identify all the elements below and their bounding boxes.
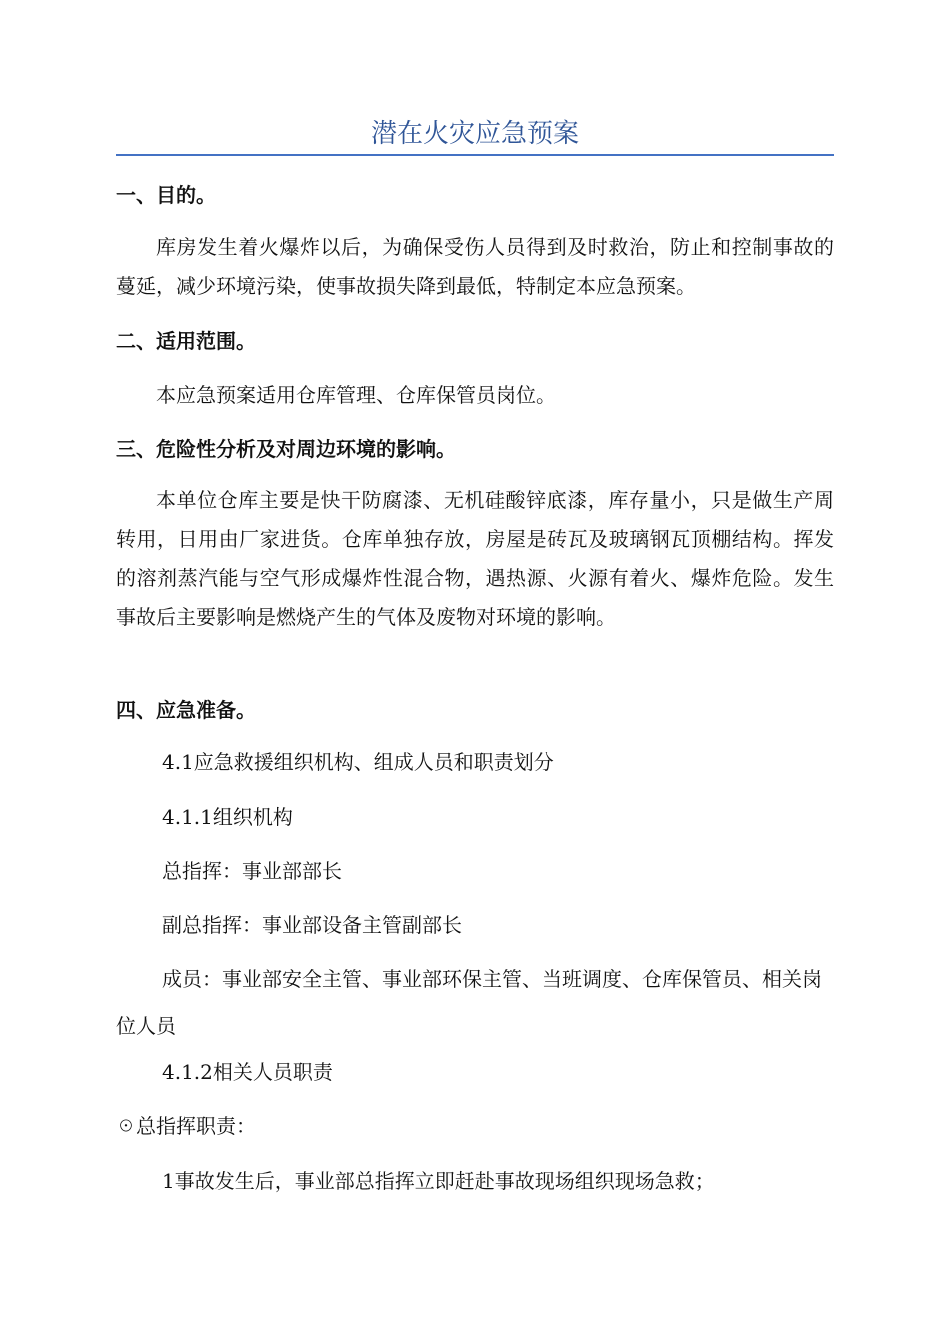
paragraph-hazard-analysis: 本单位仓库主要是快干防腐漆、无机硅酸锌底漆，库存量小，只是做生产周转用，日用由厂家进货。仓库单独存放，房屋是砖瓦及玻璃钢瓦顶棚结构。挥发的溶剂蒸汽能与空气形成爆炸性混合物，遇热源、火源有着火、爆炸危险。发生事故后主要影响是燃烧产生的气体及废物对环境的影响。	[116, 488, 834, 629]
document-title: 潜在火灾应急预案	[370, 119, 579, 149]
list-item-org-structure: 4.1.1组织机构	[162, 805, 293, 829]
list-item-duty-1: 1事故发生后，事业部总指挥立即赶赴事故现场组织现场急救；	[162, 1169, 715, 1193]
list-item-members: 成员：事业部安全主管、事业部环保主管、当班调度、仓库保管员、相关岗位人员	[116, 967, 822, 1038]
list-item-commander-duties: ☉总指挥职责：	[116, 1114, 256, 1138]
section-heading-purpose: 一、目的。	[116, 183, 216, 207]
list-item-deputy-commander: 副总指挥：事业部设备主管副部长	[162, 913, 462, 937]
paragraph-scope: 本应急预案适用仓库管理、仓库保管员岗位。	[156, 383, 556, 407]
list-item-personnel-duties: 4.1.2相关人员职责	[162, 1060, 333, 1084]
title-underline	[116, 154, 834, 156]
section-heading-emergency-preparation: 四、应急准备。	[116, 698, 256, 722]
list-item-org-structure-overview: 4.1应急救援组织机构、组成人员和职责划分	[162, 750, 554, 774]
list-item-commander: 总指挥：事业部部长	[162, 859, 342, 883]
section-heading-hazard-analysis: 三、危险性分析及对周边环境的影响。	[116, 437, 456, 461]
section-heading-scope: 二、适用范围。	[116, 329, 256, 353]
paragraph-purpose: 库房发生着火爆炸以后，为确保受伤人员得到及时救治，防止和控制事故的蔓延，减少环境污染，使事故损失降到最低，特制定本应急预案。	[116, 235, 834, 298]
